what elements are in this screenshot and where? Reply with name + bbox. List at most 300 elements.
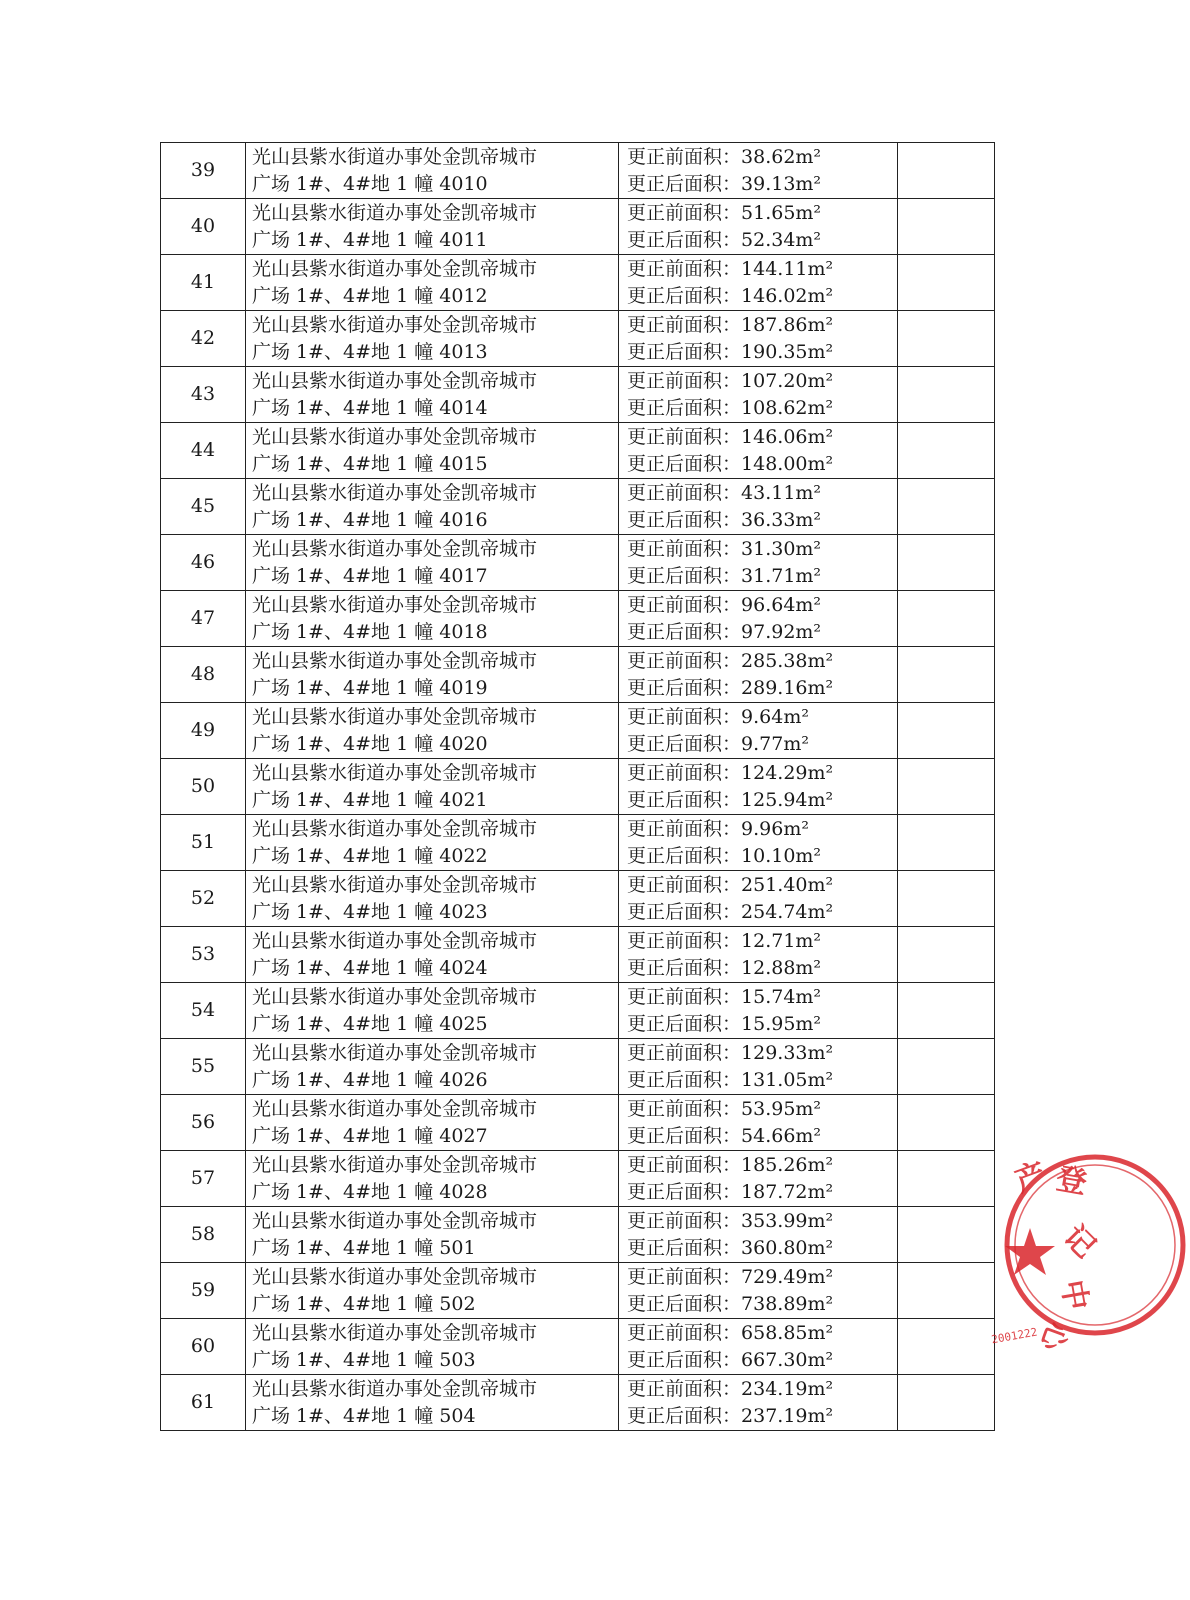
- location-line-1: 光山县紫水街道办事处金凯帝城市: [252, 593, 538, 616]
- location-line-2: 广场 1#、4#地 1 幢 4016: [252, 508, 488, 531]
- area-after: [627, 787, 897, 814]
- location-line-1: 光山县紫水街道办事处金凯帝城市: [252, 1153, 538, 1176]
- area-after-label: 更正后面积：: [627, 1236, 742, 1259]
- row-number: 40: [161, 199, 246, 255]
- property-location: [246, 815, 619, 871]
- area-before: [627, 144, 897, 171]
- area-after: [627, 1403, 897, 1430]
- area-after-value: 187.72m²: [741, 1180, 834, 1203]
- area-before-label: 更正前面积：: [627, 481, 742, 504]
- area-before-value: 187.86m²: [741, 313, 834, 336]
- area-correction: [619, 815, 898, 871]
- remarks-cell: [898, 1375, 995, 1431]
- area-before-label: 更正前面积：: [627, 201, 742, 224]
- area-before: [627, 312, 897, 339]
- area-after-label: 更正后面积：: [627, 900, 742, 923]
- svg-text:2001222: 2001222: [990, 1325, 1039, 1347]
- official-seal: [990, 1150, 1190, 1356]
- area-after-label: 更正后面积：: [627, 340, 742, 363]
- row-number: 51: [161, 815, 246, 871]
- property-location: [246, 423, 619, 479]
- area-before: [627, 536, 897, 563]
- location-line-2: 广场 1#、4#地 1 幢 504: [252, 1404, 476, 1427]
- table-row: [161, 591, 995, 647]
- area-before-value: 124.29m²: [741, 761, 834, 784]
- area-before-value: 15.74m²: [741, 985, 822, 1008]
- location-line-2: 广场 1#、4#地 1 幢 4014: [252, 396, 488, 419]
- area-after-label: 更正后面积：: [627, 564, 742, 587]
- location-line-2: 广场 1#、4#地 1 幢 503: [252, 1348, 476, 1371]
- area-correction: [619, 367, 898, 423]
- location-line-1: 光山县紫水街道办事处金凯帝城市: [252, 313, 538, 336]
- area-correction: [619, 983, 898, 1039]
- area-correction: [619, 703, 898, 759]
- remarks-cell: [898, 1263, 995, 1319]
- area-correction: [619, 1375, 898, 1431]
- table-row: [161, 367, 995, 423]
- location-line-2: 广场 1#、4#地 1 幢 4011: [252, 228, 488, 251]
- table-row: [161, 815, 995, 871]
- row-number: 60: [161, 1319, 246, 1375]
- area-before-label: 更正前面积：: [627, 1377, 742, 1400]
- area-after: [627, 955, 897, 982]
- svg-text:中: 中: [1054, 1277, 1094, 1313]
- area-after-value: 289.16m²: [741, 676, 834, 699]
- remarks-cell: [898, 591, 995, 647]
- area-after-label: 更正后面积：: [627, 1348, 742, 1371]
- property-location: [246, 367, 619, 423]
- area-before: [627, 984, 897, 1011]
- property-location: [246, 1095, 619, 1151]
- location-line-1: 光山县紫水街道办事处金凯帝城市: [252, 145, 538, 168]
- location-line-2: 广场 1#、4#地 1 幢 4018: [252, 620, 488, 643]
- table-row: [161, 871, 995, 927]
- row-number: 39: [161, 143, 246, 199]
- area-before-value: 12.71m²: [741, 929, 822, 952]
- location-line-1: 光山县紫水街道办事处金凯帝城市: [252, 761, 538, 784]
- area-before-label: 更正前面积：: [627, 705, 742, 728]
- row-number: 49: [161, 703, 246, 759]
- area-correction: [619, 759, 898, 815]
- table-row: [161, 703, 995, 759]
- row-number: 52: [161, 871, 246, 927]
- area-before-value: 43.11m²: [741, 481, 822, 504]
- table-row: [161, 1207, 995, 1263]
- area-before: [627, 872, 897, 899]
- remarks-cell: [898, 199, 995, 255]
- area-correction: [619, 199, 898, 255]
- area-after: [627, 283, 897, 310]
- area-after: [627, 843, 897, 870]
- area-after-value: 15.95m²: [741, 1012, 822, 1035]
- area-after-value: 36.33m²: [741, 508, 822, 531]
- location-line-1: 光山县紫水街道办事处金凯帝城市: [252, 1097, 538, 1120]
- area-correction: [619, 311, 898, 367]
- property-location: [246, 143, 619, 199]
- area-after-label: 更正后面积：: [627, 788, 742, 811]
- row-number: 59: [161, 1263, 246, 1319]
- area-after-label: 更正后面积：: [627, 844, 742, 867]
- row-number: 45: [161, 479, 246, 535]
- row-number: 57: [161, 1151, 246, 1207]
- location-line-2: 广场 1#、4#地 1 幢 4021: [252, 788, 488, 811]
- location-line-2: 广场 1#、4#地 1 幢 4025: [252, 1012, 488, 1035]
- area-after-value: 360.80m²: [741, 1236, 834, 1259]
- area-before-label: 更正前面积：: [627, 1097, 742, 1120]
- remarks-cell: [898, 703, 995, 759]
- area-correction: [619, 479, 898, 535]
- area-correction: [619, 535, 898, 591]
- area-after-label: 更正后面积：: [627, 1404, 742, 1427]
- area-after: [627, 227, 897, 254]
- area-after-label: 更正后面积：: [627, 396, 742, 419]
- area-correction: [619, 255, 898, 311]
- area-after-value: 254.74m²: [741, 900, 834, 923]
- location-line-2: 广场 1#、4#地 1 幢 4019: [252, 676, 488, 699]
- area-correction: [619, 1263, 898, 1319]
- table-row: [161, 647, 995, 703]
- area-before: [627, 1096, 897, 1123]
- area-before-label: 更正前面积：: [627, 593, 742, 616]
- area-before-label: 更正前面积：: [627, 817, 742, 840]
- location-line-2: 广场 1#、4#地 1 幢 502: [252, 1292, 476, 1315]
- area-before-value: 144.11m²: [741, 257, 834, 280]
- area-after-value: 148.00m²: [741, 452, 834, 475]
- area-before-label: 更正前面积：: [627, 985, 742, 1008]
- area-before: [627, 424, 897, 451]
- area-after-value: 31.71m²: [741, 564, 822, 587]
- remarks-cell: [898, 927, 995, 983]
- area-before-label: 更正前面积：: [627, 1265, 742, 1288]
- area-after-label: 更正后面积：: [627, 508, 742, 531]
- location-line-2: 广场 1#、4#地 1 幢 4020: [252, 732, 488, 755]
- area-after-label: 更正后面积：: [627, 284, 742, 307]
- area-after-label: 更正后面积：: [627, 620, 742, 643]
- property-location: [246, 1263, 619, 1319]
- remarks-cell: [898, 367, 995, 423]
- remarks-cell: [898, 479, 995, 535]
- area-before-label: 更正前面积：: [627, 1041, 742, 1064]
- remarks-cell: [898, 1151, 995, 1207]
- table-row: [161, 1095, 995, 1151]
- area-before-label: 更正前面积：: [627, 425, 742, 448]
- area-after: [627, 1347, 897, 1374]
- area-after-value: 108.62m²: [741, 396, 834, 419]
- area-before: [627, 816, 897, 843]
- remarks-cell: [898, 311, 995, 367]
- location-line-1: 光山县紫水街道办事处金凯帝城市: [252, 1209, 538, 1232]
- location-line-1: 光山县紫水街道办事处金凯帝城市: [252, 817, 538, 840]
- area-after-value: 9.77m²: [741, 732, 809, 755]
- area-before-label: 更正前面积：: [627, 1321, 742, 1344]
- area-before-label: 更正前面积：: [627, 369, 742, 392]
- area-before: [627, 1152, 897, 1179]
- location-line-2: 广场 1#、4#地 1 幢 4022: [252, 844, 488, 867]
- row-number: 41: [161, 255, 246, 311]
- area-after: [627, 1123, 897, 1150]
- remarks-cell: [898, 535, 995, 591]
- area-after-label: 更正后面积：: [627, 732, 742, 755]
- property-location: [246, 199, 619, 255]
- area-before-label: 更正前面积：: [627, 257, 742, 280]
- area-before-value: 146.06m²: [741, 425, 834, 448]
- location-line-2: 广场 1#、4#地 1 幢 501: [252, 1236, 476, 1259]
- row-number: 50: [161, 759, 246, 815]
- area-after: [627, 1235, 897, 1262]
- row-number: 48: [161, 647, 246, 703]
- svg-text:登: 登: [1053, 1161, 1090, 1202]
- area-after-label: 更正后面积：: [627, 1068, 742, 1091]
- property-location: [246, 1039, 619, 1095]
- area-correction: [619, 423, 898, 479]
- property-location: [246, 255, 619, 311]
- area-before: [627, 760, 897, 787]
- area-before: [627, 1040, 897, 1067]
- area-before: [627, 200, 897, 227]
- location-line-1: 光山县紫水街道办事处金凯帝城市: [252, 649, 538, 672]
- location-line-1: 光山县紫水街道办事处金凯帝城市: [252, 1041, 538, 1064]
- row-number: 43: [161, 367, 246, 423]
- area-before-value: 51.65m²: [741, 201, 822, 224]
- remarks-cell: [898, 1095, 995, 1151]
- area-before-value: 353.99m²: [741, 1209, 834, 1232]
- svg-text:产: 产: [1010, 1156, 1051, 1200]
- property-location: [246, 983, 619, 1039]
- area-after-label: 更正后面积：: [627, 956, 742, 979]
- table-row: [161, 423, 995, 479]
- area-before: [627, 256, 897, 283]
- area-after: [627, 1179, 897, 1206]
- area-after-value: 97.92m²: [741, 620, 822, 643]
- remarks-cell: [898, 423, 995, 479]
- property-location: [246, 647, 619, 703]
- remarks-cell: [898, 983, 995, 1039]
- area-after-label: 更正后面积：: [627, 228, 742, 251]
- area-after: [627, 1011, 897, 1038]
- property-location: [246, 535, 619, 591]
- area-before-value: 38.62m²: [741, 145, 822, 168]
- location-line-2: 广场 1#、4#地 1 幢 4023: [252, 900, 488, 923]
- area-before-value: 129.33m²: [741, 1041, 834, 1064]
- location-line-1: 光山县紫水街道办事处金凯帝城市: [252, 425, 538, 448]
- table-row: [161, 759, 995, 815]
- table-row: [161, 479, 995, 535]
- property-location: [246, 927, 619, 983]
- property-location: [246, 311, 619, 367]
- area-before: [627, 1376, 897, 1403]
- area-correction: [619, 927, 898, 983]
- location-line-1: 光山县紫水街道办事处金凯帝城市: [252, 1265, 538, 1288]
- location-line-1: 光山县紫水街道办事处金凯帝城市: [252, 257, 538, 280]
- svg-text:心: 心: [1033, 1317, 1075, 1356]
- area-after: [627, 619, 897, 646]
- area-after-value: 54.66m²: [741, 1124, 822, 1147]
- area-after-label: 更正后面积：: [627, 1292, 742, 1315]
- area-after: [627, 899, 897, 926]
- area-before-label: 更正前面积：: [627, 1153, 742, 1176]
- row-number: 58: [161, 1207, 246, 1263]
- row-number: 47: [161, 591, 246, 647]
- area-after: [627, 1067, 897, 1094]
- area-after-value: 667.30m²: [741, 1348, 834, 1371]
- remarks-cell: [898, 871, 995, 927]
- area-before-value: 9.64m²: [741, 705, 809, 728]
- area-before: [627, 368, 897, 395]
- area-before: [627, 592, 897, 619]
- area-correction: [619, 143, 898, 199]
- remarks-cell: [898, 1039, 995, 1095]
- row-number: 54: [161, 983, 246, 1039]
- location-line-1: 光山县紫水街道办事处金凯帝城市: [252, 985, 538, 1008]
- svg-text:记: 记: [1056, 1218, 1103, 1265]
- area-after: [627, 1291, 897, 1318]
- area-before: [627, 1320, 897, 1347]
- property-location: [246, 703, 619, 759]
- location-line-1: 光山县紫水街道办事处金凯帝城市: [252, 537, 538, 560]
- area-before-value: 9.96m²: [741, 817, 809, 840]
- property-location: [246, 479, 619, 535]
- location-line-2: 广场 1#、4#地 1 幢 4026: [252, 1068, 488, 1091]
- area-after: [627, 507, 897, 534]
- area-correction: [619, 1319, 898, 1375]
- area-after: [627, 675, 897, 702]
- location-line-2: 广场 1#、4#地 1 幢 4015: [252, 452, 488, 475]
- area-correction: [619, 591, 898, 647]
- remarks-cell: [898, 143, 995, 199]
- area-after: [627, 731, 897, 758]
- row-number: 42: [161, 311, 246, 367]
- area-correction: [619, 1151, 898, 1207]
- row-number: 61: [161, 1375, 246, 1431]
- area-correction: [619, 1039, 898, 1095]
- row-number: 46: [161, 535, 246, 591]
- area-after-label: 更正后面积：: [627, 1012, 742, 1035]
- property-location: [246, 1319, 619, 1375]
- area-before-label: 更正前面积：: [627, 649, 742, 672]
- area-after: [627, 563, 897, 590]
- table-body: [161, 143, 995, 1431]
- table-row: [161, 1151, 995, 1207]
- area-before-value: 729.49m²: [741, 1265, 834, 1288]
- location-line-2: 广场 1#、4#地 1 幢 4012: [252, 284, 488, 307]
- location-line-2: 广场 1#、4#地 1 幢 4017: [252, 564, 488, 587]
- area-before-value: 107.20m²: [741, 369, 834, 392]
- table-row: [161, 255, 995, 311]
- location-line-2: 广场 1#、4#地 1 幢 4027: [252, 1124, 488, 1147]
- area-after-label: 更正后面积：: [627, 676, 742, 699]
- area-after-value: 52.34m²: [741, 228, 822, 251]
- area-after: [627, 339, 897, 366]
- property-location: [246, 1375, 619, 1431]
- table-row: [161, 535, 995, 591]
- area-after-label: 更正后面积：: [627, 452, 742, 475]
- area-correction: [619, 647, 898, 703]
- area-correction: [619, 1207, 898, 1263]
- area-before: [627, 1208, 897, 1235]
- property-location: [246, 871, 619, 927]
- area-after: [627, 171, 897, 198]
- table-row: [161, 927, 995, 983]
- row-number: 53: [161, 927, 246, 983]
- location-line-2: 广场 1#、4#地 1 幢 4010: [252, 172, 488, 195]
- area-correction-table: [160, 142, 995, 1431]
- area-after-value: 146.02m²: [741, 284, 834, 307]
- table-row: [161, 311, 995, 367]
- area-after-value: 738.89m²: [741, 1292, 834, 1315]
- area-before-value: 96.64m²: [741, 593, 822, 616]
- area-before: [627, 648, 897, 675]
- location-line-1: 光山县紫水街道办事处金凯帝城市: [252, 369, 538, 392]
- area-after: [627, 395, 897, 422]
- area-before-value: 53.95m²: [741, 1097, 822, 1120]
- area-before-label: 更正前面积：: [627, 313, 742, 336]
- remarks-cell: [898, 815, 995, 871]
- area-before: [627, 928, 897, 955]
- area-correction: [619, 871, 898, 927]
- location-line-2: 广场 1#、4#地 1 幢 4013: [252, 340, 488, 363]
- row-number: 55: [161, 1039, 246, 1095]
- remarks-cell: [898, 759, 995, 815]
- area-after-value: 125.94m²: [741, 788, 834, 811]
- area-before-label: 更正前面积：: [627, 537, 742, 560]
- location-line-1: 光山县紫水街道办事处金凯帝城市: [252, 705, 538, 728]
- area-before-value: 185.26m²: [741, 1153, 834, 1176]
- area-after: [627, 451, 897, 478]
- property-location: [246, 759, 619, 815]
- location-line-1: 光山县紫水街道办事处金凯帝城市: [252, 929, 538, 952]
- area-before-value: 234.19m²: [741, 1377, 834, 1400]
- remarks-cell: [898, 1207, 995, 1263]
- area-before-value: 251.40m²: [741, 873, 834, 896]
- area-before: [627, 704, 897, 731]
- area-before-label: 更正前面积：: [627, 145, 742, 168]
- area-after-value: 39.13m²: [741, 172, 822, 195]
- remarks-cell: [898, 255, 995, 311]
- seal-icon: [990, 1150, 1190, 1356]
- area-correction: [619, 1095, 898, 1151]
- row-number: 56: [161, 1095, 246, 1151]
- area-after-value: 190.35m²: [741, 340, 834, 363]
- area-after-value: 10.10m²: [741, 844, 822, 867]
- area-before-value: 658.85m²: [741, 1321, 834, 1344]
- area-before-label: 更正前面积：: [627, 761, 742, 784]
- area-before-value: 31.30m²: [741, 537, 822, 560]
- area-after-label: 更正后面积：: [627, 1124, 742, 1147]
- property-location: [246, 1207, 619, 1263]
- area-before-label: 更正前面积：: [627, 929, 742, 952]
- table-row: [161, 1039, 995, 1095]
- area-after-label: 更正后面积：: [627, 1180, 742, 1203]
- location-line-1: 光山县紫水街道办事处金凯帝城市: [252, 1377, 538, 1400]
- area-before: [627, 480, 897, 507]
- property-location: [246, 1151, 619, 1207]
- remarks-cell: [898, 647, 995, 703]
- location-line-2: 广场 1#、4#地 1 幢 4024: [252, 956, 488, 979]
- area-before: [627, 1264, 897, 1291]
- location-line-1: 光山县紫水街道办事处金凯帝城市: [252, 1321, 538, 1344]
- table-row: [161, 1263, 995, 1319]
- location-line-1: 光山县紫水街道办事处金凯帝城市: [252, 201, 538, 224]
- area-after-label: 更正后面积：: [627, 172, 742, 195]
- property-location: [246, 591, 619, 647]
- location-line-2: 广场 1#、4#地 1 幢 4028: [252, 1180, 488, 1203]
- area-before-value: 285.38m²: [741, 649, 834, 672]
- table-row: [161, 983, 995, 1039]
- area-after-value: 237.19m²: [741, 1404, 834, 1427]
- area-after-value: 131.05m²: [741, 1068, 834, 1091]
- location-line-1: 光山县紫水街道办事处金凯帝城市: [252, 481, 538, 504]
- table-row: [161, 199, 995, 255]
